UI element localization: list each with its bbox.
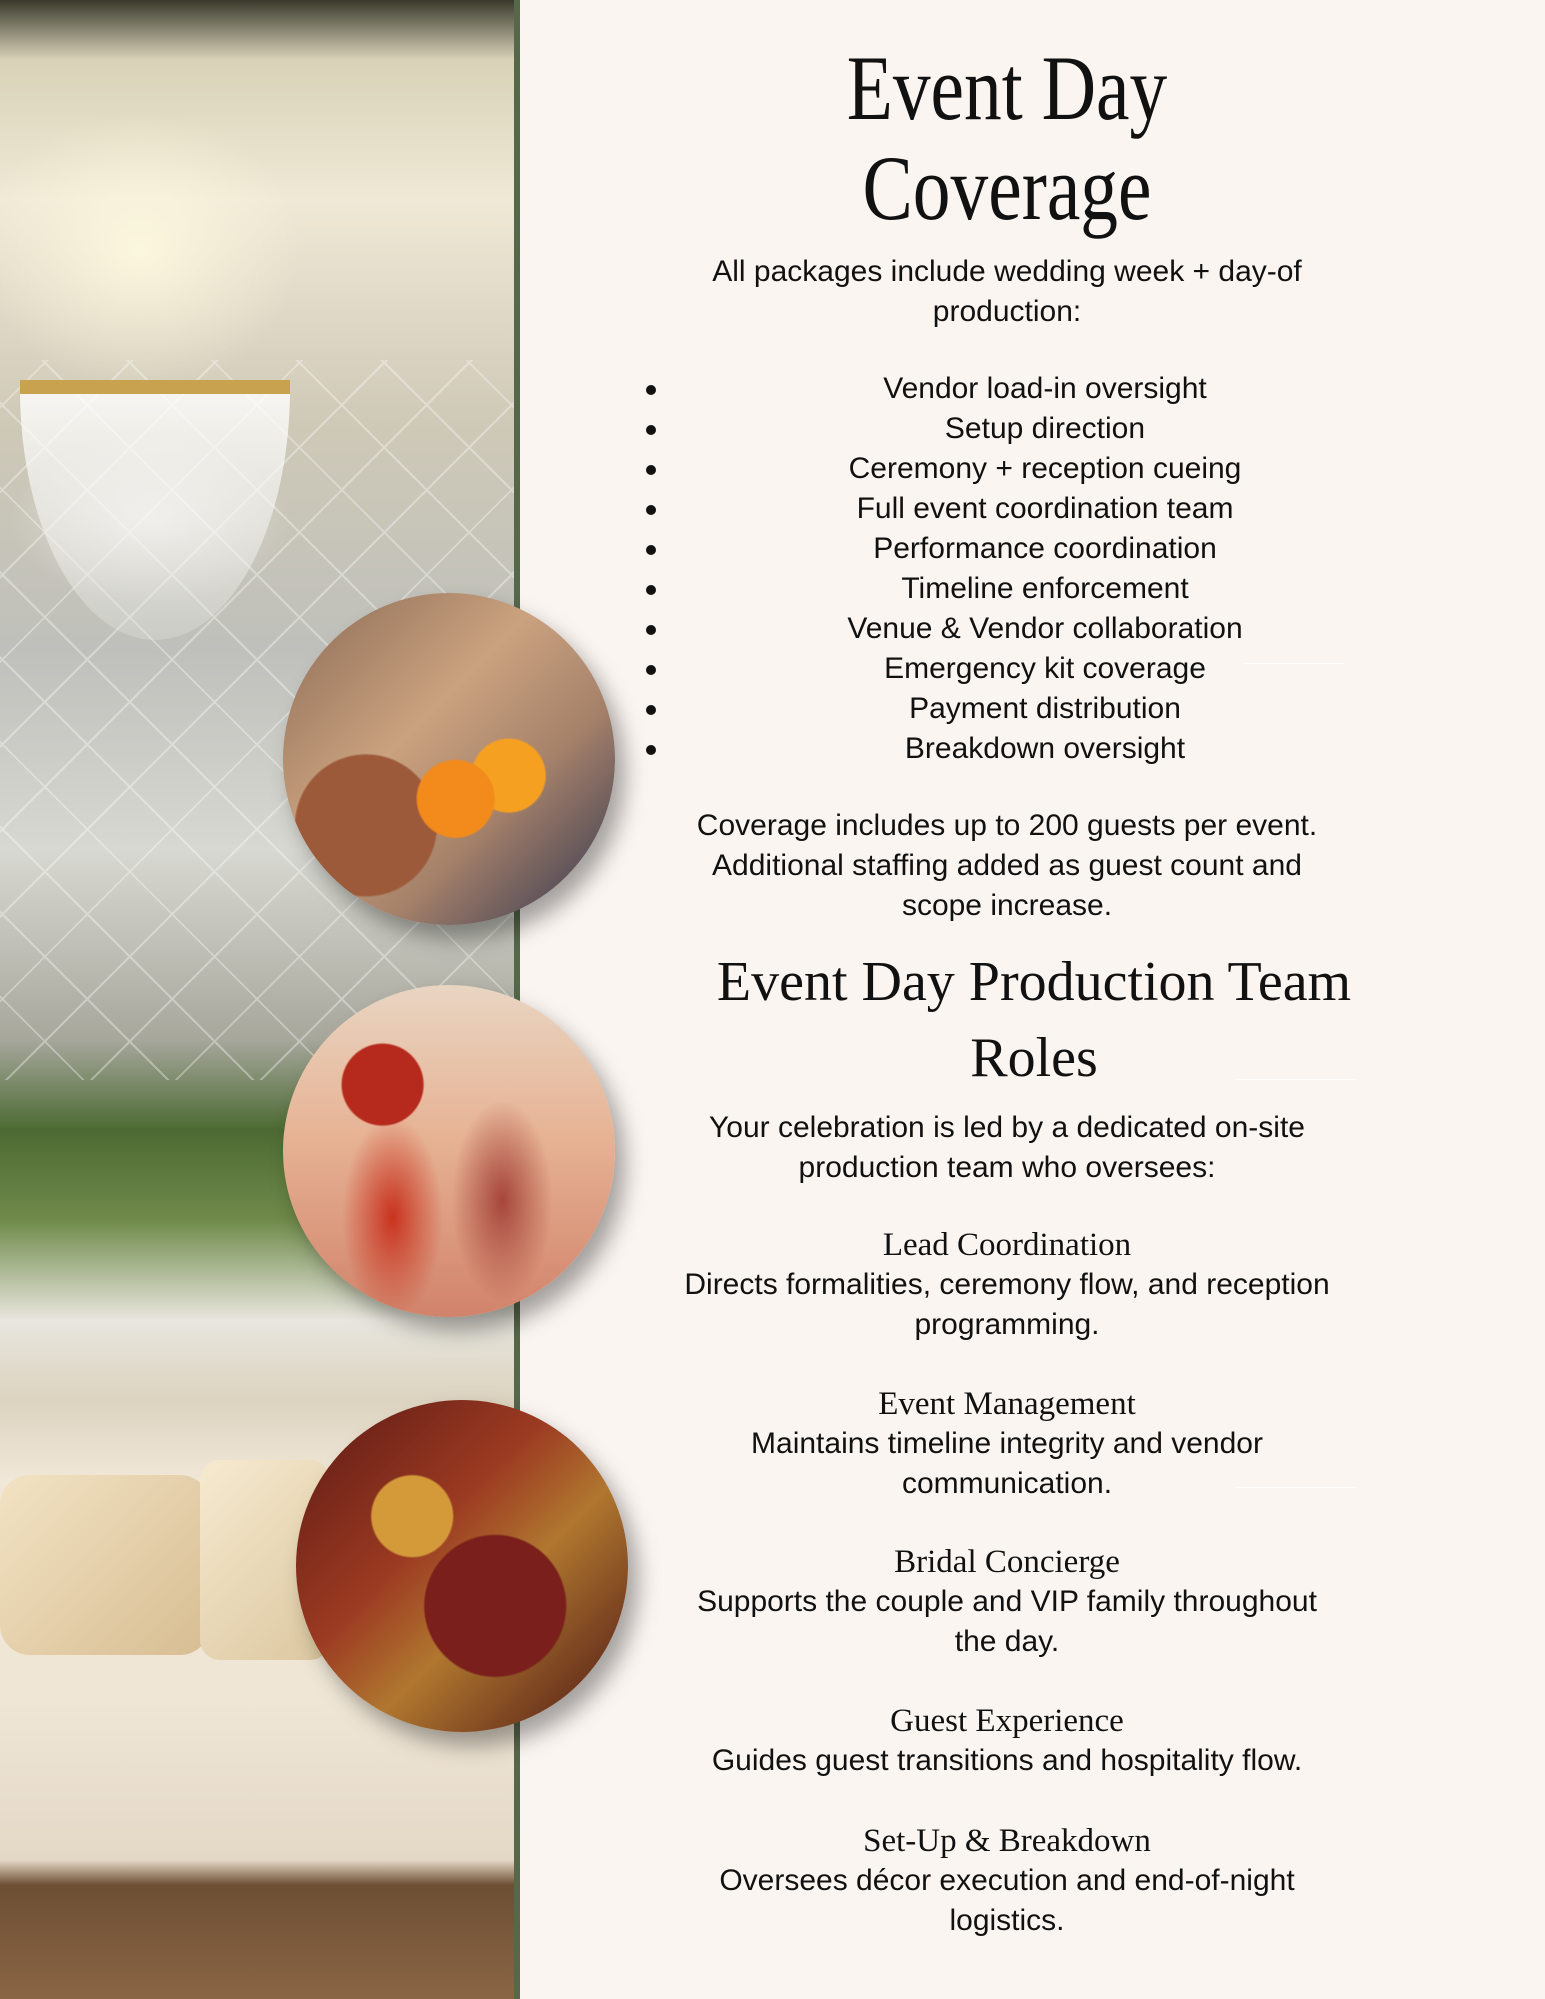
role-lead-coordination	[607, 1225, 1407, 1345]
list-item	[640, 369, 1400, 409]
list-item	[640, 409, 1400, 449]
bullet-icon	[646, 585, 656, 595]
list-item-label: Timeline enforcement	[901, 572, 1189, 605]
intro-text	[607, 252, 1407, 332]
bullet-icon	[646, 465, 656, 475]
bullet-icon	[646, 425, 656, 435]
list-item	[640, 529, 1400, 569]
role-description: Guides guest transitions and hospitality flow.	[711, 1744, 1303, 1777]
list-item-label: Performance coordination	[873, 532, 1217, 565]
intro-line: production:	[932, 295, 1082, 328]
bullet-icon	[646, 625, 656, 635]
coverage-note	[607, 806, 1407, 926]
bridal-hands-photo-circle	[296, 1400, 628, 1732]
team-intro-line: Your celebration is led by a dedicated on-site	[709, 1111, 1305, 1144]
bullet-icon	[646, 505, 656, 515]
coverage-line: Coverage includes up to 200 guests per event.	[696, 809, 1318, 842]
role-description: Supports the couple and VIP family throughout	[697, 1585, 1317, 1618]
role-setup-breakdown	[607, 1821, 1407, 1941]
team-heading-line: Roles	[970, 1027, 1098, 1089]
list-item-label: Vendor load-in oversight	[883, 372, 1207, 405]
coverage-line: Additional staffing added as guest count and	[712, 849, 1302, 882]
page-title-line-1: Event Day	[846, 37, 1168, 139]
role-description: logistics.	[949, 1904, 1065, 1937]
role-title: Set-Up & Breakdown	[863, 1823, 1151, 1859]
intro-line: All packages include wedding week + day-of	[712, 255, 1302, 288]
list-item	[640, 729, 1400, 769]
included-services-list	[640, 369, 1400, 769]
list-item	[640, 569, 1400, 609]
list-item	[640, 489, 1400, 529]
bullet-icon	[646, 385, 656, 395]
bullet-icon	[646, 665, 656, 675]
list-item	[640, 449, 1400, 489]
page-title-line-2: Coverage	[862, 137, 1152, 239]
role-description: Oversees décor execution and end-of-night	[719, 1864, 1295, 1897]
role-title: Guest Experience	[890, 1703, 1124, 1739]
role-bridal-concierge	[607, 1542, 1407, 1662]
list-item	[640, 689, 1400, 729]
sofa-cushion	[0, 1475, 210, 1655]
list-item-label: Full event coordination team	[856, 492, 1234, 525]
team-intro	[607, 1108, 1407, 1188]
role-event-management	[607, 1384, 1407, 1504]
list-item-label: Venue & Vendor collaboration	[847, 612, 1243, 645]
role-description: Directs formalities, ceremony flow, and reception	[684, 1268, 1330, 1301]
bullet-icon	[646, 705, 656, 715]
coverage-line: scope increase.	[901, 889, 1113, 922]
role-title: Event Management	[878, 1386, 1136, 1422]
list-item-label: Payment distribution	[909, 692, 1181, 725]
list-item-label: Ceremony + reception cueing	[848, 452, 1242, 485]
list-item-label: Breakdown oversight	[904, 732, 1186, 765]
bullet-icon	[646, 545, 656, 555]
marigold-photo-circle	[283, 593, 615, 925]
role-description: communication.	[901, 1467, 1113, 1500]
role-description: programming.	[914, 1308, 1100, 1341]
team-intro-line: production team who oversees:	[798, 1151, 1216, 1184]
team-heading-line: Event Day Production Team	[716, 951, 1352, 1013]
list-item-label: Setup direction	[944, 412, 1146, 445]
list-item-label: Emergency kit coverage	[884, 652, 1206, 685]
role-description: Maintains timeline integrity and vendor	[751, 1427, 1263, 1460]
list-item	[640, 649, 1400, 689]
list-item	[640, 609, 1400, 649]
couple-photo-circle	[283, 985, 615, 1317]
bullet-icon	[646, 745, 656, 755]
role-title: Lead Coordination	[882, 1227, 1132, 1263]
role-title: Bridal Concierge	[894, 1544, 1120, 1580]
role-guest-experience	[607, 1701, 1407, 1781]
team-heading	[634, 944, 1434, 1096]
role-description: the day.	[954, 1625, 1060, 1658]
